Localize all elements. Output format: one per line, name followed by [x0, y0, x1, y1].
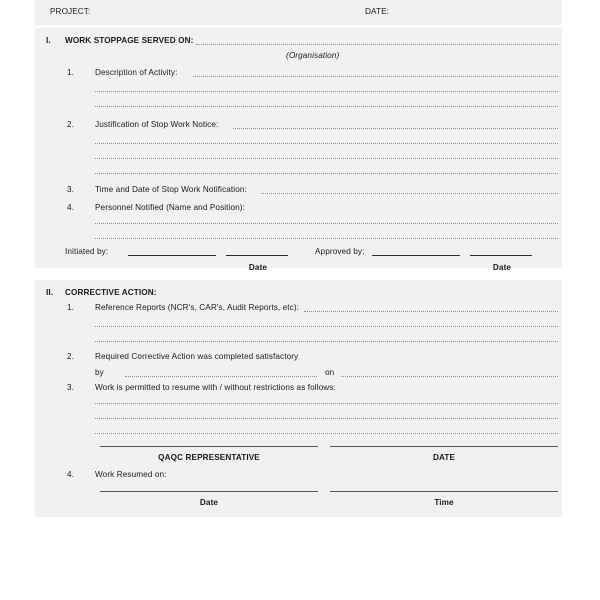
section-two-item-4-number: 4. [67, 470, 75, 479]
section-one-numeral: I. [46, 36, 51, 45]
header-band [35, 0, 562, 25]
justification-fill-line-3[interactable] [95, 157, 558, 159]
project-label: PROJECT: [50, 7, 91, 16]
section-one-item-2-number: 2. [67, 120, 75, 129]
organisation-caption: (Organisation) [286, 51, 340, 60]
section-one-band [35, 28, 562, 268]
section-two-title: CORRECTIVE ACTION: [65, 288, 157, 297]
work-resumed-time-line[interactable] [330, 491, 558, 492]
description-fill-line-2[interactable] [95, 90, 558, 92]
reference-reports-fill-line-1[interactable] [304, 310, 558, 312]
approved-date-caption: Date [492, 263, 512, 272]
section-two-band [35, 280, 562, 517]
initiated-date-caption: Date [248, 263, 268, 272]
qaqc-representative-caption: QAQC REPRESENTATIVE [158, 453, 260, 462]
justification-fill-line-4[interactable] [95, 172, 558, 174]
section-two-item-2-number: 2. [67, 352, 75, 361]
section-one-item-1-label: Description of Activity: [95, 68, 178, 77]
resume-restrictions-fill-line-2[interactable] [95, 417, 558, 419]
qaqc-date-line[interactable] [330, 446, 558, 447]
section-one-item-4-label: Personnel Notified (Name and Position): [95, 203, 245, 212]
section-two-item-3-label: Work is permitted to resume with / without restrictions as follows: [95, 383, 336, 392]
time-date-fill-line[interactable] [261, 192, 558, 194]
section-one-item-3-label: Time and Date of Stop Work Notification: [95, 185, 247, 194]
reference-reports-fill-line-3[interactable] [95, 340, 558, 342]
completed-by-fill-line[interactable] [125, 375, 317, 377]
section-one-title: WORK STOPPAGE SERVED ON: [65, 36, 194, 45]
section-two-item-1-label: Reference Reports (NCR's, CAR's, Audit Reports, etc): [95, 303, 300, 312]
work-resumed-date-line[interactable] [100, 491, 318, 492]
work-resumed-date-caption: Date [199, 498, 219, 507]
qaqc-representative-signature-line[interactable] [100, 446, 318, 447]
personnel-fill-line-2[interactable] [95, 237, 558, 239]
date-label: DATE: [365, 7, 390, 16]
justification-fill-line-1[interactable] [233, 127, 558, 129]
description-fill-line-1[interactable] [193, 75, 558, 77]
reference-reports-fill-line-2[interactable] [95, 325, 558, 327]
description-fill-line-3[interactable] [95, 105, 558, 107]
section-two-item-4-label: Work Resumed on: [95, 470, 167, 479]
initiated-by-label: Initiated by: [65, 247, 109, 256]
section-one-item-4-number: 4. [67, 203, 75, 212]
completed-on-fill-line[interactable] [341, 375, 558, 377]
section-two-item-1-number: 1. [67, 303, 75, 312]
section-one-item-2-label: Justification of Stop Work Notice: [95, 120, 219, 129]
served-on-fill-line[interactable] [196, 43, 558, 45]
approved-by-label: Approved by: [315, 247, 365, 256]
approved-by-date-line[interactable] [470, 255, 532, 256]
approved-by-signature-line[interactable] [372, 255, 460, 256]
section-two-item-3-number: 3. [67, 383, 75, 392]
section-one-item-3-number: 3. [67, 185, 75, 194]
section-two-numeral: II. [46, 288, 54, 297]
resume-restrictions-fill-line-1[interactable] [95, 402, 558, 404]
completed-on-label: on [325, 368, 335, 377]
section-one-item-1-number: 1. [67, 68, 75, 77]
work-resumed-time-caption: Time [434, 498, 454, 507]
justification-fill-line-2[interactable] [95, 142, 558, 144]
completed-by-label: by [95, 368, 104, 377]
initiated-by-signature-line[interactable] [128, 255, 216, 256]
qaqc-date-caption: DATE [432, 453, 456, 462]
section-two-item-2-label: Required Corrective Action was completed satisfactory [95, 352, 299, 361]
personnel-fill-line-1[interactable] [95, 222, 558, 224]
resume-restrictions-fill-line-3[interactable] [95, 432, 558, 434]
initiated-by-date-line[interactable] [226, 255, 288, 256]
